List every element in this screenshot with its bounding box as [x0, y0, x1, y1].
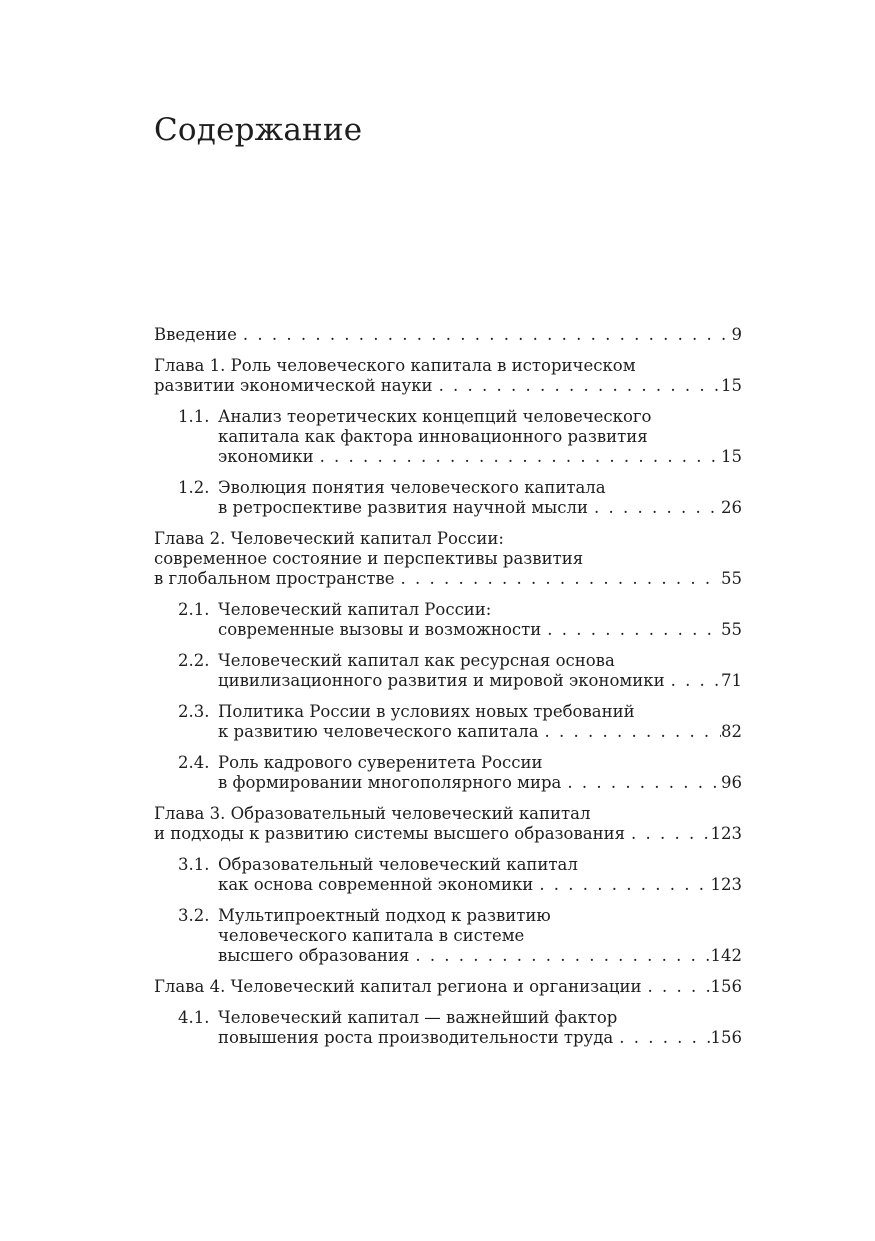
toc-entry-last-line: [154, 325, 742, 345]
dot-leader: [533, 875, 710, 895]
dot-leader: [625, 824, 711, 844]
dot-leader: [237, 325, 732, 345]
toc-entry-last-line: [154, 569, 742, 589]
toc-entry-line: Эволюция понятия человеческого капитала: [218, 478, 606, 497]
toc-page-number: 96: [721, 773, 742, 792]
toc-chapter: [154, 977, 742, 997]
toc-page-number: 9: [731, 325, 742, 344]
dot-leader: [561, 773, 721, 793]
dot-leader: [409, 946, 710, 966]
toc-entry-line: Человеческий капитал как ресурсная основа: [218, 651, 615, 670]
toc-chapter: [154, 325, 742, 345]
toc-entry-number: 2.3.: [178, 702, 210, 721]
dot-leader: [588, 498, 721, 518]
toc-page-number: 82: [721, 722, 742, 741]
toc-entry-last-line: [218, 447, 742, 467]
toc-entry-number: 2.1.: [178, 600, 210, 619]
toc-entry-text: цивилизационного развития и мировой экономики: [218, 671, 665, 690]
toc-entry-text: как основа современной экономики: [218, 875, 534, 894]
toc-entry-line: современное состояние и перспективы развития: [154, 549, 584, 568]
toc-entry-line: Глава 3. Образовательный человеческий капитал: [154, 804, 591, 823]
toc-entry-text: и подходы к развитию системы высшего образования: [154, 824, 625, 843]
toc-subsection: [154, 753, 742, 793]
toc-subsection: [154, 407, 742, 467]
toc-entry-last-line: [218, 498, 742, 518]
toc-page-number: 26: [721, 498, 742, 517]
toc-entry-text: к развитию человеческого капитала: [218, 722, 539, 741]
toc-subsection: [154, 478, 742, 518]
toc-page-number: 15: [721, 447, 742, 466]
toc-subsection: [154, 702, 742, 742]
toc-entry-number: 2.2.: [178, 651, 210, 670]
toc-subsection: [154, 651, 742, 691]
dot-leader: [541, 620, 721, 640]
toc-page-number: 156: [710, 977, 742, 996]
toc-entry-text: высшего образования: [218, 946, 410, 965]
dot-leader: [395, 569, 721, 589]
toc-page-number: 55: [721, 620, 742, 639]
toc-page-number: 123: [710, 824, 742, 843]
dot-leader: [613, 1028, 710, 1048]
table-of-contents: [154, 325, 742, 1059]
toc-entry-text: Глава 4. Человеческий капитал региона и организации: [154, 977, 642, 996]
dot-leader: [433, 376, 721, 396]
toc-entry-line: Глава 2. Человеческий капитал России:: [154, 529, 504, 548]
toc-chapter: [154, 529, 742, 589]
toc-subsection: [154, 855, 742, 895]
dot-leader: [539, 722, 721, 742]
toc-entry-text: развитии экономической науки: [154, 376, 433, 395]
toc-entry-number: 1.1.: [178, 407, 210, 426]
toc-entry-last-line: [154, 824, 742, 844]
toc-entry-line: Мультипроектный подход к развитию: [218, 906, 551, 925]
toc-page-number: 55: [721, 569, 742, 588]
toc-page-number: 142: [710, 946, 742, 965]
toc-entry-number: 3.2.: [178, 906, 210, 925]
toc-entry-text: в ретроспективе развития научной мысли: [218, 498, 589, 517]
toc-entry-last-line: [218, 620, 742, 640]
toc-entry-text: в формировании многополярного мира: [218, 773, 562, 792]
dot-leader: [642, 977, 711, 997]
dot-leader: [665, 671, 721, 691]
toc-entry-text: экономики: [218, 447, 314, 466]
toc-entry-last-line: [218, 875, 742, 895]
toc-subsection: [154, 600, 742, 640]
toc-entry-text: современные вызовы и возможности: [218, 620, 542, 639]
toc-subsection: [154, 1008, 742, 1048]
toc-page-number: 156: [710, 1028, 742, 1047]
toc-entry-last-line: [218, 946, 742, 966]
toc-entry-text: Введение: [154, 325, 237, 344]
toc-entry-last-line: [154, 977, 742, 997]
toc-page-number: 123: [710, 875, 742, 894]
toc-entry-last-line: [218, 722, 742, 742]
toc-page-number: 71: [721, 671, 742, 690]
toc-chapter: [154, 356, 742, 396]
toc-entry-last-line: [218, 671, 742, 691]
toc-entry-line: Роль кадрового суверенитета России: [218, 753, 543, 772]
toc-entry-line: Анализ теоретических концепций человеческого: [218, 407, 652, 426]
toc-entry-line: Политика России в условиях новых требований: [218, 702, 635, 721]
toc-entry-last-line: [154, 376, 742, 396]
toc-entry-number: 3.1.: [178, 855, 210, 874]
toc-entry-text: в глобальном пространстве: [154, 569, 395, 588]
toc-entry-number: 1.2.: [178, 478, 210, 497]
toc-entry-line: человеческого капитала в системе: [218, 926, 525, 945]
toc-entry-line: Образовательный человеческий капитал: [218, 855, 578, 874]
toc-entry-line: Глава 1. Роль человеческого капитала в историческом: [154, 356, 636, 375]
toc-subsection: [154, 906, 742, 966]
page-title: Содержание: [154, 112, 363, 148]
toc-page-number: 15: [721, 376, 742, 395]
toc-entry-last-line: [218, 1028, 742, 1048]
toc-entry-number: 2.4.: [178, 753, 210, 772]
toc-entry-line: Человеческий капитал — важнейший фактор: [218, 1008, 618, 1027]
toc-entry-last-line: [218, 773, 742, 793]
toc-entry-text: повышения роста производительности труда: [218, 1028, 614, 1047]
toc-entry-line: капитала как фактора инновационного развития: [218, 427, 648, 446]
toc-entry-line: Человеческий капитал России:: [218, 600, 492, 619]
toc-chapter: [154, 804, 742, 844]
toc-entry-number: 4.1.: [178, 1008, 210, 1027]
dot-leader: [314, 447, 721, 467]
